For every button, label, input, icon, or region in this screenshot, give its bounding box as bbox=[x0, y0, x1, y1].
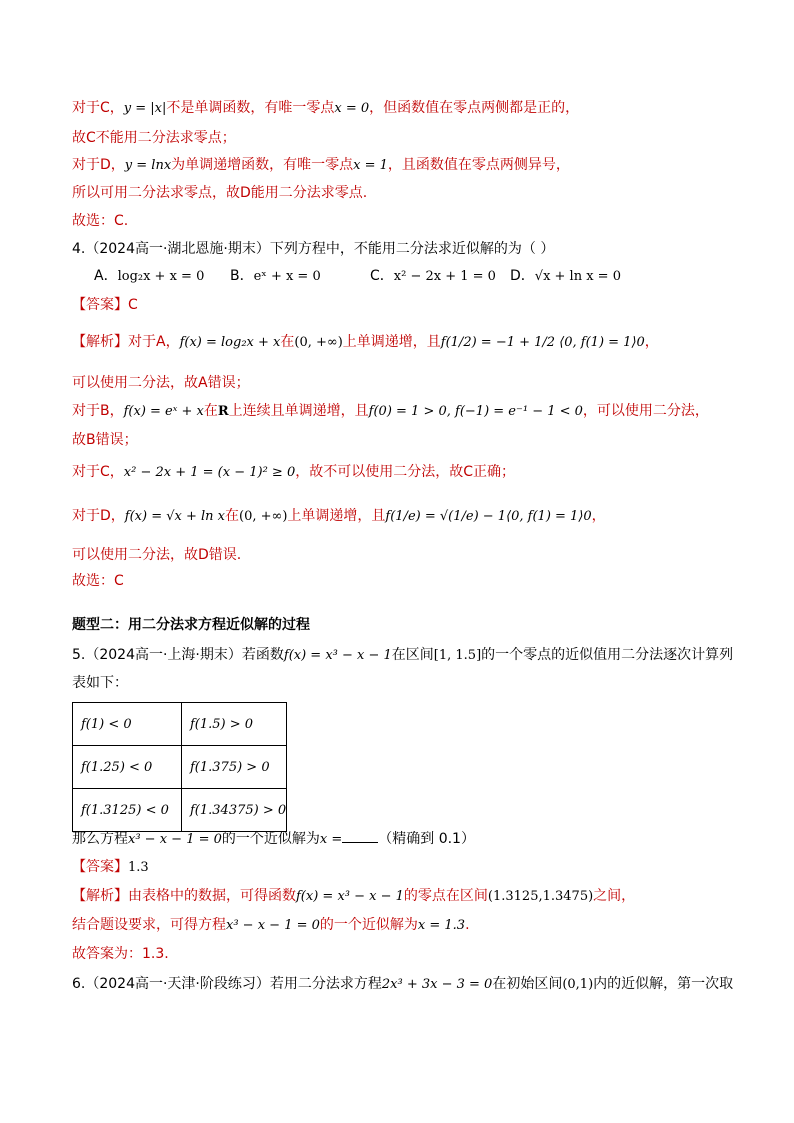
text-line bbox=[72, 571, 124, 591]
answer-line bbox=[72, 295, 138, 315]
option-label: D． bbox=[510, 268, 535, 284]
text: 故选：C. bbox=[72, 213, 129, 229]
text: 在区间 bbox=[391, 647, 434, 663]
math: (0,1) bbox=[562, 977, 594, 992]
text: . bbox=[465, 917, 470, 933]
math: [1, 1.5] bbox=[433, 648, 482, 663]
text-line bbox=[72, 373, 250, 393]
text-line bbox=[72, 401, 709, 422]
question-6-stem bbox=[72, 974, 733, 995]
text-line bbox=[72, 98, 579, 119]
text: 在 bbox=[203, 403, 218, 419]
text: 4.（2024高一·湖北恩施·期末）下列方程中，不能用二分法求近似解的为（ ） bbox=[72, 241, 555, 257]
math: log₂x + x = 0 bbox=[117, 269, 205, 284]
text: 可以使用二分法，故D错误. bbox=[72, 547, 242, 563]
text: 对于A， bbox=[128, 334, 180, 350]
math: f(x) = eˣ + x bbox=[123, 404, 204, 419]
text: 对于C， bbox=[72, 100, 124, 116]
option-label: C． bbox=[370, 268, 394, 284]
table-cell: f(1.3125) < 0 bbox=[73, 789, 182, 832]
text-line bbox=[72, 462, 515, 483]
explanation-tag: 【解析】 bbox=[72, 334, 128, 350]
table-cell: f(1.25) < 0 bbox=[73, 746, 182, 789]
text: （精确到 0.1） bbox=[378, 831, 475, 847]
text: 对于D， bbox=[72, 508, 125, 524]
text: ，可以使用二分法， bbox=[582, 403, 709, 419]
math: x = bbox=[319, 832, 343, 847]
text: 之间， bbox=[593, 888, 636, 904]
text: 结合题设要求，可得方程 bbox=[72, 917, 226, 933]
table-cell: f(1.375) > 0 bbox=[182, 746, 287, 789]
text: 5.（2024高一·上海·期末）若函数 bbox=[72, 647, 284, 663]
answer-line bbox=[72, 857, 149, 878]
text: 上单调递增，且 bbox=[287, 508, 386, 524]
table-cell: f(1) < 0 bbox=[73, 703, 182, 746]
math: x³ − x − 1 = 0 bbox=[128, 832, 222, 847]
math: x = 1 bbox=[353, 158, 388, 173]
answer-tag: 【答案】 bbox=[72, 297, 128, 313]
table-cell: f(1.5) > 0 bbox=[182, 703, 287, 746]
math: x² − 2x + 1 = (x − 1)² ≥ 0 bbox=[123, 465, 296, 480]
text: 在 bbox=[225, 508, 239, 524]
math: R bbox=[217, 404, 229, 419]
text-line bbox=[72, 944, 169, 964]
math: (0, +∞) bbox=[294, 335, 343, 350]
table-row bbox=[73, 746, 287, 789]
text: 在初始区间 bbox=[492, 976, 563, 992]
question-4-stem bbox=[72, 239, 554, 259]
explanation-tag: 【解析】 bbox=[72, 888, 128, 904]
text-line bbox=[72, 506, 606, 527]
text: 由表格中的数据，可得函数 bbox=[128, 888, 296, 904]
question-5-stem bbox=[72, 645, 733, 666]
math: eˣ + x = 0 bbox=[253, 269, 321, 284]
table-row bbox=[73, 789, 287, 832]
text: 内的近似解，第一次取 bbox=[593, 976, 734, 992]
text-line bbox=[72, 545, 241, 565]
math: f(x) = x³ − x − 1 bbox=[283, 648, 392, 663]
text: 对于C， bbox=[72, 464, 124, 480]
bisection-table bbox=[72, 702, 287, 832]
math: x³ − x − 1 = 0 bbox=[226, 918, 320, 933]
answer: C bbox=[128, 297, 138, 313]
text: 的一个近似解为 bbox=[221, 831, 320, 847]
answer-tag: 【答案】 bbox=[72, 859, 128, 875]
math: f(1/2) = −1 + 1/2 ⟨0, f(1) = 1⟩0 bbox=[440, 335, 645, 350]
math: x² − 2x + 1 = 0 bbox=[393, 269, 496, 284]
text: 的一个零点的近似值用二分法逐次计算列 bbox=[481, 647, 734, 663]
question-4-options bbox=[94, 266, 621, 287]
math: y = |x| bbox=[123, 101, 167, 116]
math: x = 0 bbox=[334, 101, 370, 116]
math: y = lnx bbox=[124, 158, 172, 173]
text: ，但函数值在零点两侧都是正的， bbox=[369, 100, 580, 116]
text-line bbox=[72, 183, 367, 203]
section-heading bbox=[72, 615, 310, 635]
text: 题型二：用二分法求方程近似解的过程 bbox=[72, 617, 310, 633]
text: 在 bbox=[280, 334, 295, 350]
text: ，且函数值在零点两侧异号， bbox=[387, 157, 570, 173]
math: f(x) = x³ − x − 1 bbox=[296, 889, 404, 904]
text: ， bbox=[591, 508, 606, 524]
math: f(x) = log₂x + x bbox=[179, 335, 281, 350]
text: ， bbox=[644, 334, 659, 350]
text: 对于B， bbox=[72, 403, 124, 419]
text: 故答案为：1.3. bbox=[72, 946, 169, 962]
table-row bbox=[73, 703, 287, 746]
option-label: B． bbox=[230, 268, 254, 284]
text: 上单调递增，且 bbox=[342, 334, 441, 350]
text: 那么方程 bbox=[72, 831, 128, 847]
text: 对于D， bbox=[72, 157, 125, 173]
math: (0, +∞) bbox=[239, 509, 288, 524]
text: 故C不能用二分法求零点； bbox=[72, 130, 236, 146]
text: 不是单调函数，有唯一零点 bbox=[166, 100, 335, 116]
text: 表如下： bbox=[72, 675, 128, 691]
answer: 1.3 bbox=[128, 860, 149, 875]
text: 的一个近似解为 bbox=[319, 917, 418, 933]
table-cell: f(1.34375) > 0 bbox=[182, 789, 287, 832]
math: x = 1.3 bbox=[417, 918, 466, 933]
text-line bbox=[72, 829, 475, 850]
explanation-line bbox=[72, 886, 635, 907]
text-line bbox=[72, 430, 138, 450]
text-line bbox=[72, 915, 470, 936]
text: 故选：C bbox=[72, 573, 124, 589]
math: √x + ln x = 0 bbox=[534, 269, 621, 284]
text: 6.（2024高一·天津·阶段练习）若用二分法求方程 bbox=[72, 976, 382, 992]
text-line bbox=[72, 155, 570, 176]
math: f(0) = 1 > 0, f(−1) = e⁻¹ − 1 < 0 bbox=[368, 404, 583, 419]
text: 的零点在区间 bbox=[403, 888, 488, 904]
option-label: A． bbox=[94, 268, 118, 284]
text-line bbox=[72, 211, 128, 231]
text: 上连续且单调递增，且 bbox=[228, 403, 369, 419]
math: (1.3125,1.3475) bbox=[487, 889, 594, 904]
math: f(x) = √x + ln x bbox=[124, 509, 225, 524]
math: 2x³ + 3x − 3 = 0 bbox=[381, 977, 493, 992]
text-line bbox=[72, 128, 236, 148]
math: f(1/e) = √(1/e) − 1⟨0, f(1) = 1⟩0 bbox=[385, 509, 592, 524]
text-line bbox=[72, 673, 128, 693]
text: 故B错误； bbox=[72, 432, 138, 448]
answer-blank bbox=[342, 830, 378, 843]
text: ，故不可以使用二分法，故C正确； bbox=[295, 464, 515, 480]
explanation-line bbox=[72, 332, 659, 353]
text: 为单调递增函数，有唯一零点 bbox=[171, 157, 354, 173]
text: 可以使用二分法，故A错误； bbox=[72, 375, 250, 391]
text: 所以可用二分法求零点，故D能用二分法求零点. bbox=[72, 185, 368, 201]
